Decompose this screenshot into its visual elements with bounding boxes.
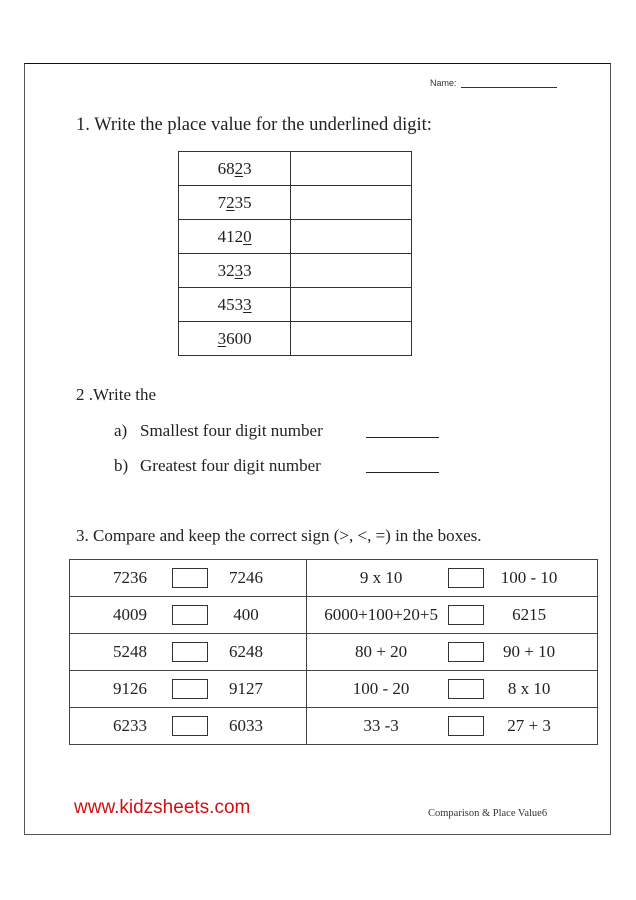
comparison-cell bbox=[307, 560, 598, 597]
left-value: 9126 bbox=[113, 679, 147, 698]
item-text: Smallest four digit number bbox=[140, 421, 323, 440]
place-value-table bbox=[178, 151, 412, 356]
left-value: 7236 bbox=[113, 568, 147, 587]
underlined-digit: 0 bbox=[243, 226, 252, 246]
table-row bbox=[179, 152, 412, 186]
question-2-title: 2 .Write the bbox=[76, 385, 157, 404]
number-cell: 3600 bbox=[179, 322, 291, 356]
comparison-cell bbox=[307, 671, 598, 708]
comparison-cell bbox=[70, 671, 307, 708]
answer-cell[interactable] bbox=[291, 288, 412, 322]
sign-box[interactable] bbox=[448, 716, 484, 736]
sign-box[interactable] bbox=[172, 605, 208, 625]
underlined-digit: 2 bbox=[226, 192, 235, 212]
table-row bbox=[70, 560, 598, 597]
left-value: 4009 bbox=[113, 605, 147, 624]
number-cell: 3233 bbox=[179, 254, 291, 288]
comparison-table bbox=[69, 559, 598, 745]
comparison-cell bbox=[70, 634, 307, 671]
right-value: 6033 bbox=[229, 716, 263, 735]
answer-cell[interactable] bbox=[291, 186, 412, 220]
worksheet-title: Comparison & Place Value6 bbox=[428, 808, 548, 819]
answer-cell[interactable] bbox=[291, 152, 412, 186]
question-2b bbox=[114, 456, 321, 476]
table-row bbox=[70, 597, 598, 634]
right-value: 400 bbox=[233, 605, 259, 624]
comparison-cell bbox=[307, 634, 598, 671]
table-row bbox=[70, 671, 598, 708]
underlined-digit: 2 bbox=[234, 158, 244, 178]
table-row bbox=[179, 322, 412, 356]
number-cell: 4120 bbox=[179, 220, 291, 254]
name-label: Name: bbox=[430, 78, 457, 88]
number-cell: 6823 bbox=[179, 152, 291, 186]
right-expression: 6215 bbox=[512, 605, 547, 624]
right-expression: 27 + 3 bbox=[507, 716, 551, 735]
left-expression: 100 - 20 bbox=[352, 679, 410, 698]
sign-box[interactable] bbox=[448, 679, 484, 699]
sign-box[interactable] bbox=[448, 568, 484, 588]
question-1-title: 1. Write the place value for the underlined digit: bbox=[76, 115, 432, 135]
sign-box[interactable] bbox=[448, 642, 484, 662]
left-value: 6233 bbox=[113, 716, 147, 735]
underlined-digit: 3 bbox=[243, 294, 252, 314]
right-value: 7246 bbox=[229, 568, 263, 587]
right-value: 6248 bbox=[229, 642, 263, 661]
name-field[interactable] bbox=[430, 78, 557, 88]
answer-cell[interactable] bbox=[291, 322, 412, 356]
left-expression: 80 + 20 bbox=[355, 642, 408, 661]
table-row bbox=[179, 254, 412, 288]
answer-blank[interactable] bbox=[366, 472, 439, 473]
left-value: 5248 bbox=[113, 642, 147, 661]
item-label: a) bbox=[114, 421, 128, 440]
comparison-cell bbox=[307, 708, 598, 745]
comparison-cell bbox=[70, 560, 307, 597]
sign-box[interactable] bbox=[172, 642, 208, 662]
sign-box[interactable] bbox=[172, 679, 208, 699]
comparison-cell bbox=[307, 597, 598, 634]
name-blank[interactable] bbox=[461, 78, 557, 88]
table-row bbox=[179, 220, 412, 254]
item-label: b) bbox=[114, 456, 129, 475]
right-expression: 100 - 10 bbox=[500, 568, 558, 587]
answer-blank[interactable] bbox=[366, 437, 439, 438]
underlined-digit: 3 bbox=[234, 260, 244, 280]
question-2a bbox=[114, 421, 323, 441]
right-expression: 8 x 10 bbox=[507, 679, 551, 698]
left-expression: 9 x 10 bbox=[359, 568, 403, 587]
table-row bbox=[70, 634, 598, 671]
table-row bbox=[179, 288, 412, 322]
website-link[interactable]: www.kidzsheets.com bbox=[74, 797, 251, 818]
underlined-digit: 3 bbox=[217, 328, 227, 348]
table-row bbox=[70, 708, 598, 745]
right-expression: 90 + 10 bbox=[503, 642, 556, 661]
table-row bbox=[179, 186, 412, 220]
sign-box[interactable] bbox=[172, 716, 208, 736]
comparison-cell bbox=[70, 597, 307, 634]
item-text: Greatest four digit number bbox=[140, 456, 321, 475]
sign-box[interactable] bbox=[448, 605, 484, 625]
right-value: 9127 bbox=[229, 679, 263, 698]
comparison-cell bbox=[70, 708, 307, 745]
sign-box[interactable] bbox=[172, 568, 208, 588]
answer-cell[interactable] bbox=[291, 220, 412, 254]
answer-cell[interactable] bbox=[291, 254, 412, 288]
left-expression: 33 -3 bbox=[363, 716, 399, 735]
left-expression: 6000+100+20+5 bbox=[324, 605, 438, 624]
number-cell: 7235 bbox=[179, 186, 291, 220]
number-cell: 4533 bbox=[179, 288, 291, 322]
question-3-title: 3. Compare and keep the correct sign (>, <, =) in the boxes. bbox=[76, 526, 482, 545]
